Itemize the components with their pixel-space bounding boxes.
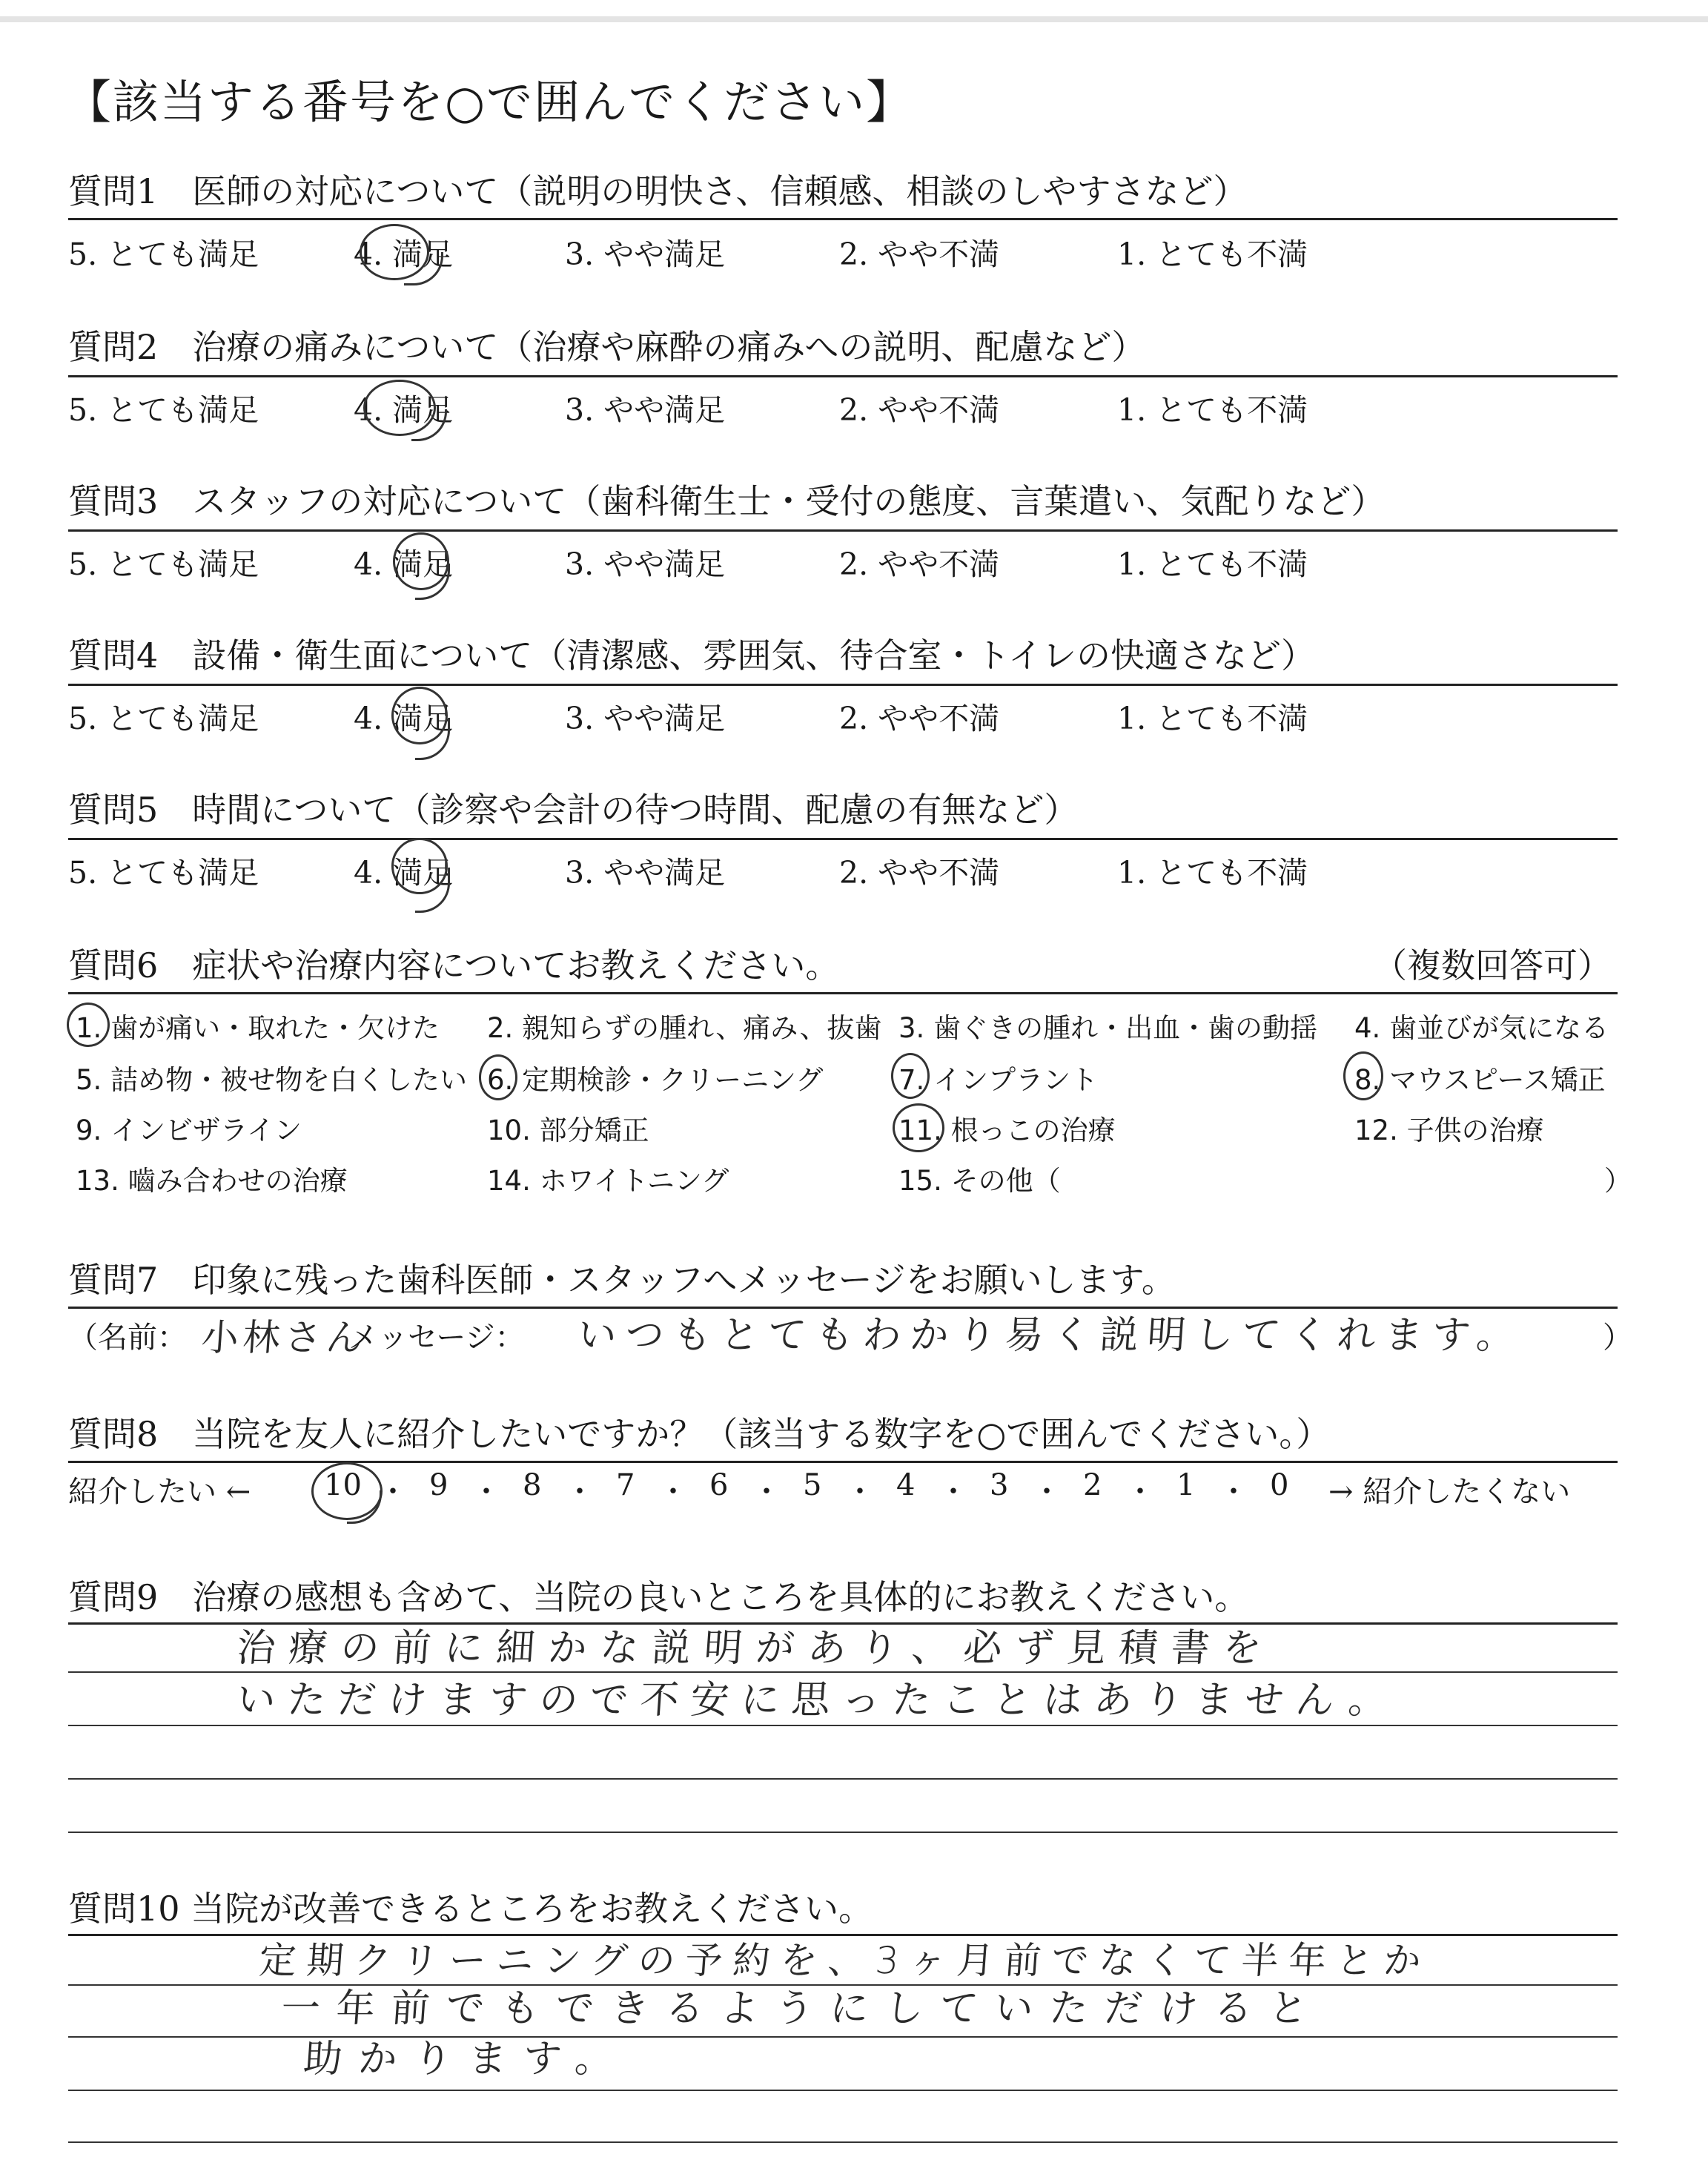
scale-value[interactable]: 2 — [1083, 1468, 1102, 1502]
symptom-option[interactable]: 7. インプラント — [898, 1064, 1099, 1096]
option-2[interactable]: 2. やや不満 — [839, 237, 1000, 272]
divider — [68, 529, 1618, 532]
scale-separator: ・ — [565, 1475, 595, 1509]
answer-rule — [68, 1778, 1618, 1780]
other-close-paren: ） — [1604, 1165, 1632, 1197]
scale-value[interactable]: 4 — [896, 1468, 916, 1502]
option-4[interactable]: 4. 満足 — [354, 237, 454, 272]
symptom-option[interactable]: 6. 定期検診・クリーニング — [487, 1064, 824, 1096]
selection-circle-tail — [347, 1490, 382, 1524]
scale-separator: ・ — [1032, 1475, 1062, 1509]
multiple-answers-note: （複数回答可） — [1373, 945, 1612, 985]
symptom-option[interactable]: 3. 歯ぐきの腫れ・出血・歯の動揺 — [898, 1012, 1318, 1044]
scale-value[interactable]: 7 — [616, 1468, 635, 1502]
selection-circle-tail — [415, 868, 450, 913]
option-1[interactable]: 1. とても不満 — [1117, 392, 1308, 428]
symptom-option[interactable]: 13. 嚙み合わせの治療 — [76, 1165, 348, 1197]
symptom-option[interactable]: 12. 子供の治療 — [1354, 1114, 1544, 1146]
symptom-option[interactable]: 11. 根っこの治療 — [898, 1114, 1116, 1146]
scan-top-edge — [0, 16, 1708, 22]
divider — [68, 375, 1618, 377]
question-label: 質問9 治療の感想も含めて、当院の良いところを具体的にお教えください。 — [68, 1577, 1249, 1617]
symptom-option[interactable]: 9. インビザライン — [76, 1114, 302, 1146]
selection-circle-tail — [415, 564, 450, 600]
selection-circle-tail — [404, 252, 443, 285]
option-5[interactable]: 5. とても満足 — [68, 855, 259, 891]
divider — [68, 838, 1618, 840]
message-label: メッセージ： — [348, 1321, 525, 1355]
option-5[interactable]: 5. とても満足 — [68, 237, 259, 272]
option-5[interactable]: 5. とても満足 — [68, 546, 259, 582]
message-close-paren: ） — [1603, 1321, 1632, 1355]
divider — [68, 992, 1618, 994]
message-value[interactable]: いつもとてもわかり易く説明してくれます。 — [576, 1313, 1526, 1358]
scale-value[interactable]: 10 — [324, 1468, 362, 1502]
answer-line[interactable]: 一年前でもできるようにしていただけると — [279, 1986, 1325, 2031]
answer-rule — [68, 2141, 1618, 2143]
symptom-option[interactable]: 14. ホワイトニング — [487, 1165, 729, 1197]
question-label: 質問6 症状や治療内容についてお教えください。 — [68, 945, 840, 985]
page-title: 【該当する番号を○で囲んでください】 — [65, 75, 914, 129]
selection-circle — [479, 1054, 517, 1100]
divider — [68, 1461, 1618, 1463]
symptom-option[interactable]: 8. マウスピース矯正 — [1354, 1064, 1606, 1096]
question-label: 質問1 医師の対応について（説明の明快さ、信頼感、相談のしやすさなど） — [68, 171, 1248, 211]
option-3[interactable]: 3. やや満足 — [565, 855, 726, 891]
option-1[interactable]: 1. とても不満 — [1117, 237, 1308, 272]
scale-left-label: 紹介したい ← — [68, 1475, 251, 1509]
question-label: 質問5 時間について（診察や会計の待つ時間、配慮の有無など） — [68, 790, 1079, 830]
name-label: （名前： — [68, 1321, 187, 1355]
scale-separator: ・ — [845, 1475, 875, 1509]
scale-value[interactable]: 1 — [1176, 1468, 1196, 1502]
symptom-option[interactable]: 4. 歯並びが気になる — [1354, 1012, 1609, 1044]
option-5[interactable]: 5. とても満足 — [68, 701, 259, 736]
scale-right-label: → 紹介したくない — [1328, 1475, 1571, 1509]
scale-separator: ・ — [378, 1475, 408, 1509]
answer-line[interactable]: 治療の前に細かな説明があり、必ず見積書を — [235, 1626, 1277, 1671]
scale-separator: ・ — [1219, 1475, 1248, 1509]
option-4[interactable]: 4. 満足 — [354, 392, 454, 428]
selection-circle — [67, 1003, 110, 1047]
question-label: 質問7 印象に残った歯科医師・スタッフへメッセージをお願いします。 — [68, 1260, 1176, 1300]
scale-value[interactable]: 8 — [523, 1468, 542, 1502]
scale-value[interactable]: 6 — [709, 1468, 729, 1502]
scale-separator: ・ — [471, 1475, 501, 1509]
option-3[interactable]: 3. やや満足 — [565, 546, 726, 582]
symptom-option[interactable]: 10. 部分矯正 — [487, 1114, 649, 1146]
question-label: 質問4 設備・衛生面について（清潔感、雰囲気、待合室・トイレの快適さなど） — [68, 635, 1316, 676]
option-1[interactable]: 1. とても不満 — [1117, 546, 1308, 582]
option-2[interactable]: 2. やや不満 — [839, 855, 1000, 891]
option-3[interactable]: 3. やや満足 — [565, 392, 726, 428]
divider — [68, 684, 1618, 686]
symptom-option[interactable]: 5. 詰め物・被せ物を白くしたい — [76, 1064, 468, 1096]
selection-circle — [1343, 1051, 1383, 1100]
option-1[interactable]: 1. とても不満 — [1117, 855, 1308, 891]
scale-value[interactable]: 5 — [803, 1468, 822, 1502]
option-3[interactable]: 3. やや満足 — [565, 237, 726, 272]
scale-value[interactable]: 9 — [429, 1468, 448, 1502]
question-label: 質問8 当院を友人に紹介したいですか？（該当する数字を○で囲んでください。） — [68, 1414, 1331, 1454]
answer-rule — [68, 2090, 1618, 2091]
selection-circle — [893, 1103, 944, 1152]
option-2[interactable]: 2. やや不満 — [839, 546, 1000, 582]
option-5[interactable]: 5. とても満足 — [68, 392, 259, 428]
option-3[interactable]: 3. やや満足 — [565, 701, 726, 736]
divider — [68, 218, 1618, 220]
name-value[interactable]: 小林さん — [199, 1316, 369, 1359]
symptom-option[interactable]: 15. その他（ — [898, 1165, 1061, 1197]
answer-rule — [68, 2036, 1618, 2038]
selection-circle — [891, 1053, 930, 1099]
scale-separator: ・ — [658, 1475, 688, 1509]
option-2[interactable]: 2. やや不満 — [839, 392, 1000, 428]
answer-rule — [68, 1832, 1618, 1833]
option-4[interactable]: 4. 満足 — [354, 855, 454, 891]
question-label: 質問10 当院が改善できるところをお教えください。 — [68, 1889, 873, 1929]
symptom-option[interactable]: 2. 親知らずの腫れ、痛み、抜歯 — [487, 1012, 882, 1044]
question-label: 質問2 治療の痛みについて（治療や麻酔の痛みへの説明、配慮など） — [68, 327, 1146, 367]
selection-circle-tail — [415, 718, 450, 760]
scale-separator: ・ — [1125, 1475, 1155, 1509]
answer-line[interactable]: いただけますので不安に思ったことはありません。 — [235, 1678, 1400, 1723]
option-2[interactable]: 2. やや不満 — [839, 701, 1000, 736]
option-1[interactable]: 1. とても不満 — [1117, 701, 1308, 736]
scale-separator: ・ — [752, 1475, 781, 1509]
scale-separator: ・ — [939, 1475, 968, 1509]
answer-line[interactable]: 助かります。 — [302, 2037, 632, 2081]
scale-value[interactable]: 0 — [1270, 1468, 1289, 1502]
option-4[interactable]: 4. 満足 — [354, 701, 454, 736]
scale-value[interactable]: 3 — [990, 1468, 1009, 1502]
symptom-option[interactable]: 1. 歯が痛い・取れた・欠けた — [76, 1012, 440, 1044]
option-4[interactable]: 4. 満足 — [354, 546, 454, 582]
answer-rule — [68, 1725, 1618, 1726]
recommend-scale — [68, 1468, 1618, 1513]
answer-line[interactable]: 定期クリーニングの予約を、3ヶ月前でなくて半年とか — [257, 1939, 1433, 1982]
selection-circle-tail — [411, 409, 447, 441]
question-label: 質問3 スタッフの対応について（歯科衛生士・受付の態度、言葉遣い、気配りなど） — [68, 481, 1386, 521]
